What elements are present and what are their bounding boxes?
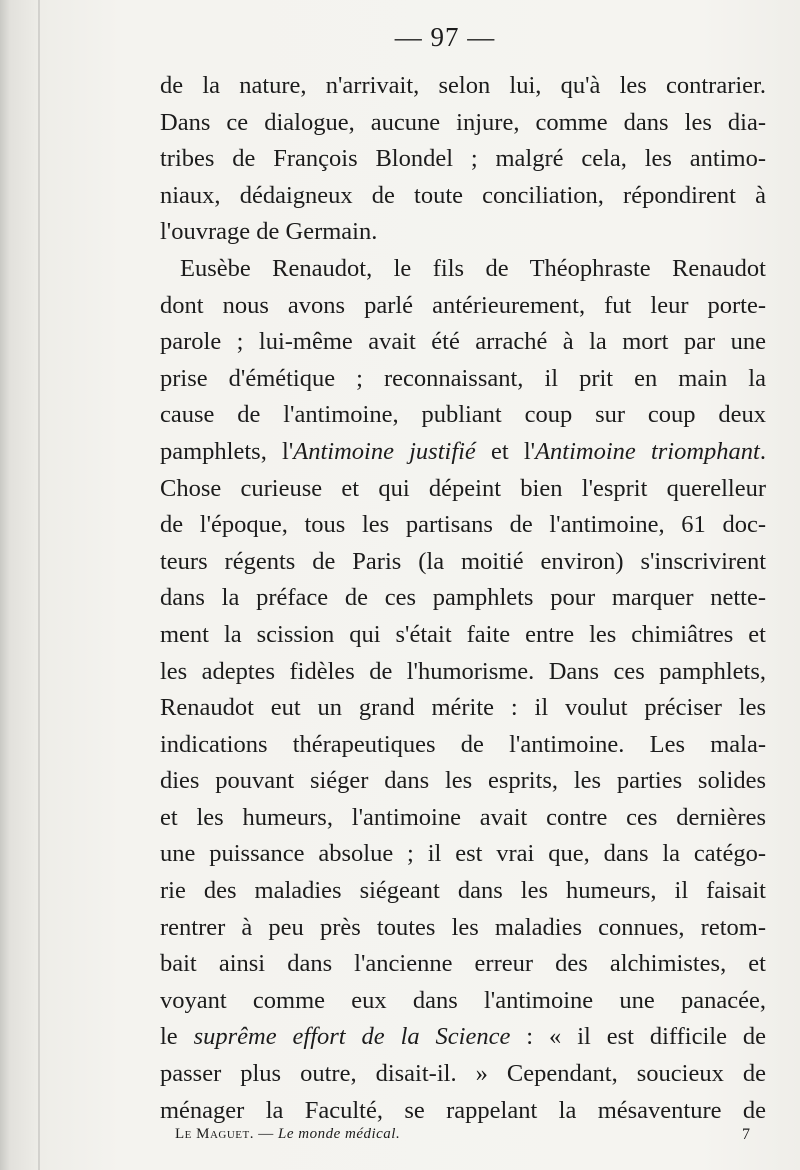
text-line: les adeptes fidèles de l'humorisme. Dans ces pamphlets, [160, 657, 766, 685]
text-line: parole ; lui-même avait été arraché à la mort par une [160, 328, 766, 356]
text-line: ménager la Faculté, se rappelant la mésaventure de [160, 1096, 766, 1124]
footer-running-title [175, 1126, 400, 1143]
page-number: — 97 — [394, 22, 496, 52]
text-line: Chose curieuse et qui dépeint bien l'esprit querelleur [160, 474, 766, 502]
text-line: rie des maladies siégeant dans les humeurs, il faisait [160, 877, 766, 905]
text-line: bait ainsi dans l'ancienne erreur des alchimistes, et [160, 950, 766, 978]
text-line: tribes de François Blondel ; malgré cela, les antimo- [160, 145, 766, 173]
text-line: dans la préface de ces pamphlets pour marquer nette- [160, 584, 766, 612]
text-line: cause de l'antimoine, publiant coup sur coup deux [160, 401, 766, 429]
text-line: et les humeurs, l'antimoine avait contre ces dernières [160, 803, 766, 831]
text-line: teurs régents de Paris (la moitié environ) s'inscrivirent [160, 547, 766, 575]
page-footer [175, 1126, 750, 1150]
text-line: dont nous avons parlé antérieurement, fut leur porte- [160, 291, 766, 319]
footer-author: Le Maguet. — [175, 1126, 278, 1142]
binding-gutter [38, 0, 40, 1170]
text-line-paragraph-start: Eusèbe Renaudot, le fils de Théophraste Renaudot [180, 254, 766, 282]
text-line: pamphlets, l'Antimoine justifié et l'Antimoine triomphant. [160, 437, 766, 465]
text-line: Dans ce dialogue, aucune injure, comme dans les dia- [160, 108, 766, 136]
text-line: voyant comme eux dans l'antimoine une panacée, [160, 986, 766, 1014]
text-line: indications thérapeutiques de l'antimoine. Les mala- [160, 730, 766, 758]
text-line: de l'époque, tous les partisans de l'antimoine, 61 doc- [160, 511, 766, 539]
footer-book-title: Le monde médical. [278, 1126, 401, 1142]
text-line: dies pouvant siéger dans les esprits, les parties solides [160, 767, 766, 795]
text-line: Renaudot eut un grand mérite : il voulut préciser les [160, 694, 766, 722]
italic-title: Antimoine triomphant [535, 437, 760, 465]
text-line: niaux, dédaigneux de toute conciliation, répondirent à [160, 181, 766, 209]
text-line: l'ouvrage de Germain. [160, 218, 378, 246]
body-text [160, 68, 766, 1129]
text-line: ment la scission qui s'était faite entre les chimiâtres et [160, 620, 766, 648]
text-line: passer plus outre, disait-il. » Cependant, soucieux de [160, 1060, 766, 1088]
italic-title: Antimoine justifié [293, 437, 476, 465]
text-line: rentrer à peu près toutes les maladies connues, retom- [160, 913, 766, 941]
text-line: de la nature, n'arrivait, selon lui, qu'à les contrarier. [160, 72, 766, 99]
text-line: prise d'émétique ; reconnaissant, il prit en main la [160, 364, 766, 392]
italic-quote: suprême effort de la Science [193, 1023, 511, 1051]
text-line: le suprême effort de la Science : « il est difficile de [160, 1023, 767, 1051]
text-line: une puissance absolue ; il est vrai que, dans la catégo- [160, 840, 766, 868]
signature-mark: 7 [742, 1126, 750, 1143]
